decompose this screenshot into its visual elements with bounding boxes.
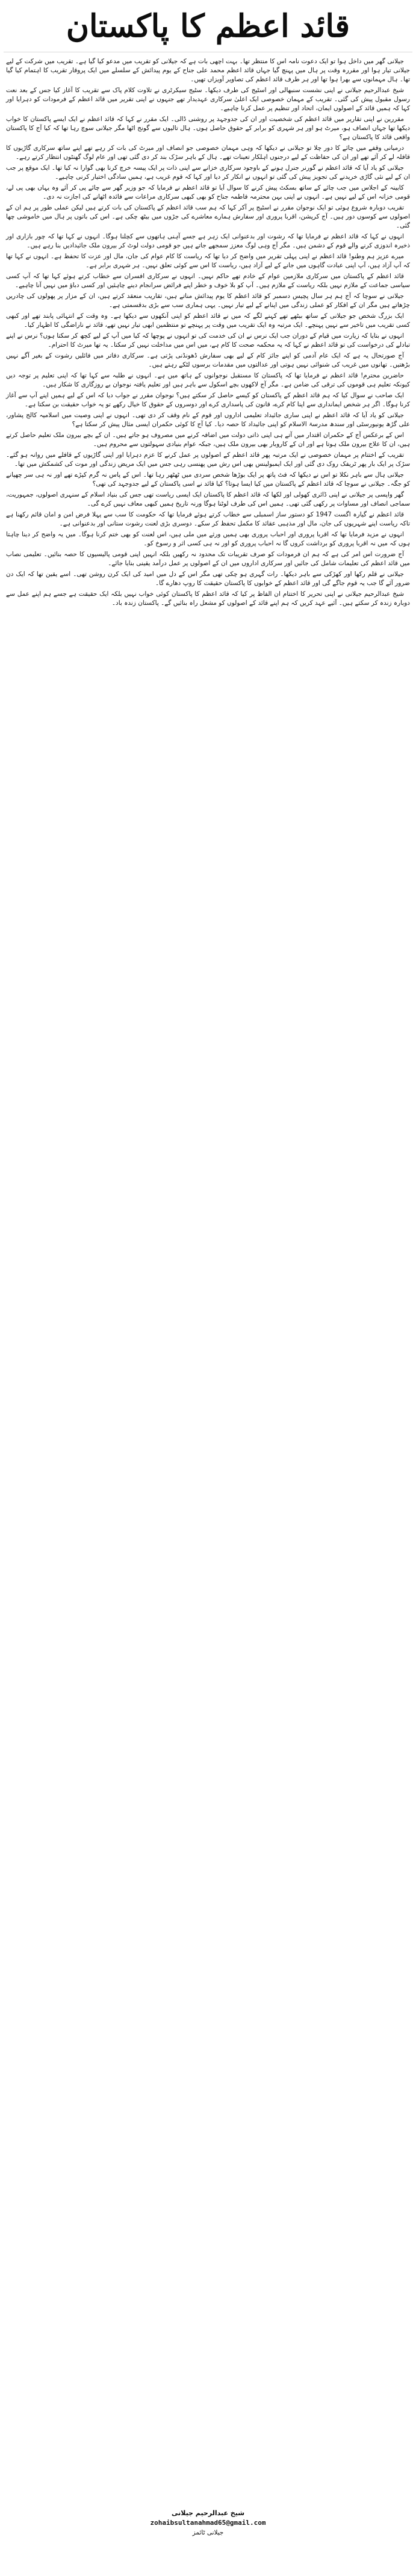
article-paragraph: جیلانی ہال سے باہر نکلا تو اس نے دیکھا کہ فٹ پاتھ پر ایک بوڑھا شخص سردی میں ٹھٹھر رہا تھا۔ اس کے پاس نہ گرم کپڑے تھے اور نہ ہی سر چھپانے کو جگہ۔ جیلانی نے سوچا کہ قائد اعظم کے پاکستان میں کیا ایسا ہوتا؟ کیا قائد نے اسی پاکستان کے لیے جدوجہد کی تھی؟ <box>6 471 410 488</box>
article-paragraph: جیلانی کو یاد آیا کہ قائد اعظم نے گورنر جنرل ہونے کے باوجود سرکاری خزانے سے اپنی ذات پر ایک پیسہ خرچ کرنا بھی گوارا نہ کیا تھا۔ ایک موقع پر جب ان کے لیے نئی گاڑی خریدنے کی تجویز پیش کی گئی تو انہوں نے انکار کر دیا اور کہا کہ قوم غریب ہے، ہمیں سادگی اختیار کرنی چاہیے۔ <box>6 164 410 181</box>
dateline: جیلانی ٹائمز <box>192 2529 224 2536</box>
article-body <box>4 52 412 2505</box>
article-paragraph: شیخ عبدالرحیم جیلانی نے اپنی تحریر کا اختتام ان الفاظ پر کیا کہ قائد اعظم کا پاکستان کوئی خواب نہیں بلکہ ایک حقیقت ہے جسے ہم اپنے عمل سے دوبارہ زندہ کر سکتے ہیں۔ آئیے عہد کریں کہ ہم اپنے قائد کے اصولوں کو مشعل راہ بنائیں گے۔ پاکستان زندہ باد۔ <box>6 590 410 607</box>
article-paragraph: میرے عزیز ہم وطنو! قائد اعظم نے اپنی پہلی تقریر میں واضح کر دیا تھا کہ ریاست کا کام عوام کی جان، مال اور عزت کا تحفظ ہے۔ انہوں نے کہا تھا کہ آپ آزاد ہیں، آپ اپنی عبادت گاہوں میں جانے کے لیے آزاد ہیں، ریاست کا اس سے کوئی تعلق نہیں۔ ہر شہری برابر ہے۔ <box>6 253 410 269</box>
author-name: شیخ عبدالرحیم جیلانی <box>171 2509 245 2517</box>
article-paragraph: حاضرین محترم! قائد اعظم نے فرمایا تھا کہ پاکستان کا مستقبل نوجوانوں کے ہاتھ میں ہے۔ انہوں نے طلبہ سے کہا تھا کہ اپنی تعلیم پر توجہ دیں کیونکہ تعلیم ہی قوموں کی ترقی کی ضامن ہے۔ مگر آج لاکھوں بچے اسکول سے باہر ہیں اور تعلیم یافتہ نوجوان بے روزگاری کا شکار ہیں۔ <box>6 372 410 388</box>
article-paragraph: ایک بزرگ شخص جو جیلانی کے ساتھ بیٹھے تھے کہنے لگے کہ میں نے قائد اعظم کو اپنی آنکھوں سے دیکھا ہے۔ وہ وقت کے انتہائی پابند تھے اور کبھی کسی تقریب میں تاخیر سے نہیں پہنچے۔ ایک مرتبہ وہ ایک تقریب میں وقت پر پہنچے تو منتظمین ابھی تیار نہیں تھے، قائد نے ناراضگی کا اظہار کیا۔ <box>6 312 410 329</box>
article-paragraph: انہوں نے مزید فرمایا تھا کہ اقربا پروری اور احباب پروری بھی ہمیں ورثے میں ملی ہیں، اس لعنت کو بھی ختم کرنا ہوگا۔ میں یہ واضح کر دینا چاہتا ہوں کہ میں نہ اقربا پروری کو برداشت کروں گا نہ احباب پروری کو اور نہ ہی کسی اثر و رسوخ کو۔ <box>6 531 410 547</box>
article-paragraph: جیلانی نے قلم رکھا اور کھڑکی سے باہر دیکھا۔ رات گہری ہو چکی تھی مگر اس کے دل میں امید کی ایک کرن روشن تھی۔ اسے یقین تھا کہ ایک دن ضرور آئے گا جب یہ قوم جاگے گی اور قائد اعظم کے خوابوں کا پاکستان حقیقت کا روپ دھارے گا۔ <box>6 571 410 587</box>
masthead <box>4 0 412 52</box>
article-paragraph: جیلانی نے سوچا کہ آج ہم ہر سال پچیس دسمبر کو قائد اعظم کا یوم پیدائش مناتے ہیں، تقاریب منعقد کرتے ہیں، ان کے مزار پر پھولوں کی چادریں چڑھاتے ہیں مگر ان کے افکار کو عملی زندگی میں اپنانے کے لیے تیار نہیں۔ یہی ہماری سب سے بڑی بدقسمتی ہے۔ <box>6 293 410 309</box>
article-paragraph: قائد اعظم نے گیارہ اگست 1947 کو دستور ساز اسمبلی سے خطاب کرتے ہوئے فرمایا تھا کہ حکومت کا سب سے پہلا فرض امن و امان قائم رکھنا ہے تاکہ ریاست اپنے شہریوں کی جان، مال اور مذہبی عقائد کا مکمل تحفظ کر سکے۔ دوسری بڑی لعنت رشوت ستانی اور بدعنوانی ہے۔ <box>6 511 410 527</box>
article-paragraph: انہوں نے کہا کہ قائد اعظم نے فرمایا تھا کہ رشوت اور بدعنوانی ایک زہر ہے جسے آہنی ہاتھوں سے کچلنا ہوگا۔ انہوں نے کہا تھا کہ چور بازاری اور ذخیرہ اندوزی کرنے والے قوم کے دشمن ہیں۔ مگر آج وہی لوگ معزز سمجھے جاتے ہیں جو قومی دولت لوٹ کر بیرون ملک جائیدادیں بنا رہے ہیں۔ <box>6 233 410 249</box>
article-title: قائد اعظم کا پاکستان <box>66 7 350 45</box>
article-paragraph: ایک صاحب نے سوال کیا کہ ہم قائد اعظم کے پاکستان کو کیسے حاصل کر سکتے ہیں؟ نوجوان مقرر نے جواب دیا کہ اس کے لیے ہمیں اپنے آپ سے آغاز کرنا ہوگا۔ اگر ہر شخص ایمانداری سے اپنا کام کرے، قانون کی پاسداری کرے اور دوسروں کے حقوق کا خیال رکھے تو یہ خواب حقیقت بن سکتا ہے۔ <box>6 392 410 408</box>
article-paragraph: تقریب دوبارہ شروع ہوئی تو ایک نوجوان مقرر نے اسٹیج پر آکر کہا کہ ہم سب قائد اعظم کے پاکستان کی بات کرتے ہیں لیکن عملی طور پر ہم ان کے اصولوں سے کوسوں دور ہیں۔ آج کرپشن، اقربا پروری اور سفارش ہمارے معاشرے کی جڑوں میں بیٹھ چکی ہے۔ اس کی باتوں پر ہال میں خاموشی چھا گئی۔ <box>6 204 410 229</box>
article-paragraph: انہوں نے بتایا کہ زیارت میں قیام کے دوران جب ایک نرس نے ان کی خدمت کی تو انہوں نے پوچھا کہ کیا میں آپ کے لیے کچھ کر سکتا ہوں؟ نرس نے اپنے تبادلے کی درخواست کی تو قائد اعظم نے کہا کہ یہ محکمہ صحت کا کام ہے، میں اس میں مداخلت نہیں کر سکتا۔ یہ تھا میرٹ کا احترام۔ <box>6 332 410 348</box>
article-paragraph: شیخ عبدالرحیم جیلانی نے اپنی نشست سنبھالی اور اسٹیج کی طرف دیکھا۔ سٹیج سیکرٹری نے تلاوت کلام پاک سے تقریب کا آغاز کیا جس کے بعد نعت رسول مقبول پیش کی گئی۔ تقریب کے مہمان خصوصی ایک اعلیٰ سرکاری عہدیدار تھے جنہوں نے اپنی تقریر میں قائد اعظم کے فرمودات کو دہرایا اور کہا کہ ہمیں قائد کے اصولوں ایمان، اتحاد اور تنظیم پر عمل کرنا چاہیے۔ <box>6 87 410 112</box>
article-paragraph: قائد اعظم کے پاکستان میں سرکاری ملازمین عوام کے خادم تھے حاکم نہیں۔ انہوں نے سرکاری افسران سے خطاب کرتے ہوئے کہا تھا کہ آپ کسی سیاسی جماعت کے ملازم نہیں بلکہ ریاست کے ملازم ہیں۔ آپ کو بلا خوف و خطر اپنے فرائض سرانجام دینے چاہئیں اور کسی دباؤ میں نہیں آنا چاہیے۔ <box>6 273 410 289</box>
article-paragraph: اس کے برعکس آج کے حکمران اقتدار میں آتے ہی اپنی ذاتی دولت میں اضافہ کرنے میں مصروف ہو جاتے ہیں۔ ان کے بچے بیرون ملک تعلیم حاصل کرتے ہیں، ان کا علاج بیرون ملک ہوتا ہے اور ان کے کاروبار بھی بیرون ملک ہیں، جبکہ عوام بنیادی سہولتوں سے محروم ہیں۔ <box>6 432 410 448</box>
article-paragraph: کابینہ کے اجلاس میں جب چائے کے ساتھ بسکٹ پیش کرنے کا سوال آیا تو قائد اعظم نے فرمایا کہ جو وزیر گھر سے چائے پی کر آئے وہ یہاں بھی پی لے، قومی خزانہ اس کے لیے نہیں ہے۔ انہوں نے اپنی بہن محترمہ فاطمہ جناح کو بھی کبھی سرکاری مراعات سے فائدہ اٹھانے کی اجازت نہ دی۔ <box>6 184 410 200</box>
article-paragraph: آج ضرورت اس امر کی ہے کہ ہم ان فرمودات کو صرف تقریبات تک محدود نہ رکھیں بلکہ انہیں اپنی قومی پالیسیوں کا حصہ بنائیں۔ تعلیمی نصاب میں قائد اعظم کی تعلیمات شامل کی جائیں اور سرکاری اداروں میں ان کے اصولوں پر عمل درآمد یقینی بنایا جائے۔ <box>6 551 410 567</box>
article-paragraph: گھر واپسی پر جیلانی نے اپنی ڈائری کھولی اور لکھا کہ قائد اعظم کا پاکستان ایک ایسی ریاست تھی جس کی بنیاد اسلام کے سنہری اصولوں، جمہوریت، سماجی انصاف اور مساوات پر رکھی گئی تھی۔ ہمیں اس کی طرف لوٹنا ہوگا ورنہ تاریخ ہمیں کبھی معاف نہیں کرے گی۔ <box>6 491 410 507</box>
article-paragraph: مقررین نے اپنی تقاریر میں قائد اعظم کی شخصیت اور ان کی جدوجہد پر روشنی ڈالی۔ ایک مقرر نے کہا کہ قائد اعظم نے ایک ایسے پاکستان کا خواب دیکھا تھا جہاں انصاف ہو، میرٹ ہو اور ہر شہری کو برابر کے حقوق حاصل ہوں۔ ہال تالیوں سے گونج اٹھا مگر جیلانی سوچ رہا تھا کہ کیا آج کا پاکستان واقعی قائد کا پاکستان ہے؟ <box>6 116 410 141</box>
article-paragraph: تقریب کے اختتام پر مہمان خصوصی نے ایک مرتبہ پھر قائد اعظم کے اصولوں پر عمل کرنے کا عزم دہرایا اور اپنی گاڑیوں کے قافلے میں روانہ ہو گئے۔ سڑک پر ایک بار پھر ٹریفک روک دی گئی اور ایک ایمبولینس بھی اس رش میں پھنسی رہی جس میں ایک مریض زندگی اور موت کی کشمکش میں تھا۔ <box>6 451 410 468</box>
article-paragraph: درمیانی وقفے میں چائے کا دور چلا تو جیلانی نے دیکھا کہ وہی مہمان خصوصی جو انصاف اور میرٹ کی بات کر رہے تھے اپنے ساتھ سرکاری گاڑیوں کا قافلہ لے کر آئے تھے اور ان کی حفاظت کے لیے درجنوں اہلکار تعینات تھے۔ ہال کے باہر سڑک بند کر دی گئی تھی اور عام لوگ گھنٹوں انتظار کرتے رہے۔ <box>6 144 410 161</box>
signoff <box>4 2509 412 2537</box>
article-paragraph: آج صورتحال یہ ہے کہ ایک عام آدمی کو اپنے جائز کام کے لیے بھی سفارش ڈھونڈنی پڑتی ہے۔ سرکاری دفاتر میں فائلیں رشوت کے بغیر آگے نہیں بڑھتیں۔ تھانوں میں غریب کی شنوائی نہیں ہوتی اور عدالتوں میں مقدمات برسوں لٹکے رہتے ہیں۔ <box>6 352 410 368</box>
author-email[interactable]: zohaibsultanahmad65@gmail.com <box>150 2519 266 2527</box>
article-paragraph: جیلانی کو یاد آیا کہ قائد اعظم نے اپنی ساری جائیداد تعلیمی اداروں اور قوم کے نام وقف کر دی تھی۔ انہوں نے اپنی وصیت میں اسلامیہ کالج پشاور، علی گڑھ یونیورسٹی اور سندھ مدرسۃ الاسلام کو اپنی جائیداد کا حصہ دیا۔ کیا آج کا کوئی حکمران ایسی مثال پیش کر سکتا ہے؟ <box>6 412 410 428</box>
article-paragraph: جیلانی گھر میں داخل ہوا تو ایک دعوت نامہ اس کا منتظر تھا۔ بہت اچھی بات ہے کہ جیلانی کو تقریب میں مدعو کیا گیا ہے۔ تقریب میں شرکت کے لیے جیلانی تیار ہوا اور مقررہ وقت پر ہال میں پہنچ گیا جہاں قائد اعظم محمد علی جناح کے یوم پیدائش کے سلسلے میں ایک پروقار تقریب کا اہتمام کیا گیا تھا۔ ہال مہمانوں سے بھرا ہوا تھا اور ہر طرف قائد اعظم کی تصاویر آویزاں تھیں۔ <box>6 58 410 83</box>
